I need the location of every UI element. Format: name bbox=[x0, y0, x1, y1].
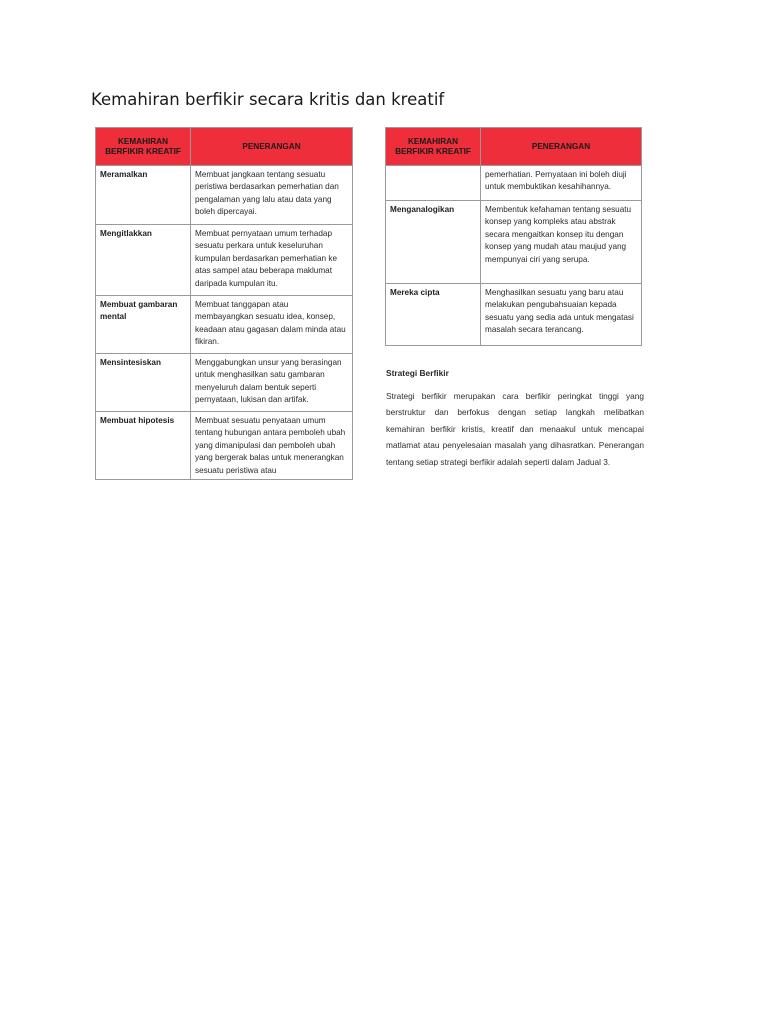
strategy-paragraph: Strategi berfikir merupakan cara berfikir peringkat tinggi yang berstruktur dan berfokus dengan setiap langkah melibatkan kemahiran berfikir kristis, kreatif dan menaakul untuk mencapai matlamat atau penyelesaian masalah yang dihasratkan. Penerangan tentang setiap strategi berfikir adalah seperti dalam Jadual 3. bbox=[386, 391, 644, 467]
skill-description: pemerhatian. Pernyataan ini boleh diuji untuk membuktikan kesahihannya. bbox=[481, 166, 642, 201]
table-header-row bbox=[96, 128, 353, 166]
skill-term: Membuat hipotesis bbox=[96, 412, 191, 480]
strategy-heading: Strategi Berfikir bbox=[386, 368, 449, 378]
skill-description: Membuat sesuatu penyataan umum tentang hubungan antara pemboleh ubah yang dimanipulasi dan pemboleh ubah yang bergerak balas untuk menerangkan sesuatu peristiwa atau bbox=[191, 412, 353, 480]
skill-term: Mensintesiskan bbox=[96, 354, 191, 412]
table-row bbox=[386, 284, 642, 346]
header-skill: KEMAHIRAN BERFIKIR KREATIF bbox=[96, 128, 191, 166]
creative-thinking-table-right bbox=[385, 127, 642, 346]
table-row bbox=[386, 201, 642, 284]
skill-description: Membuat jangkaan tentang sesuatu peristiwa berdasarkan pemerhatian dan pengalaman yang lalu atau data yang boleh dipercayai. bbox=[191, 166, 353, 225]
table-row bbox=[96, 354, 353, 412]
header-description: PENERANGAN bbox=[191, 128, 353, 166]
table-row bbox=[96, 296, 353, 354]
table-header-row bbox=[386, 128, 642, 166]
table-row bbox=[386, 166, 642, 201]
skill-term: Menganalogikan bbox=[386, 201, 481, 284]
skill-description: Membentuk kefahaman tentang sesuatu konsep yang kompleks atau abstrak secara mengaitkan konsep itu dengan konsep yang mudah atau maujud yang mempunyai ciri yang serupa. bbox=[481, 201, 642, 284]
table-row bbox=[96, 166, 353, 225]
skill-term: Mereka cipta bbox=[386, 284, 481, 346]
page-title: Kemahiran berfikir secara kritis dan kreatif bbox=[91, 90, 445, 109]
header-skill: KEMAHIRAN BERFIKIR KREATIF bbox=[386, 128, 481, 166]
creative-thinking-table-left bbox=[95, 127, 353, 480]
skill-description: Menghasilkan sesuatu yang baru atau melakukan pengubahsuaian kepada sesuatu yang sedia ada untuk mengatasi masalah secara terancang. bbox=[481, 284, 642, 346]
skill-term bbox=[386, 166, 481, 201]
table-row bbox=[96, 412, 353, 480]
skill-description: Menggabungkan unsur yang berasingan untuk menghasilkan satu gambaran menyeluruh dalam bentuk seperti pernyataan, lukisan dan artifak. bbox=[191, 354, 353, 412]
table-row bbox=[96, 225, 353, 296]
skill-term: Meramalkan bbox=[96, 166, 191, 225]
skill-term: Mengitlakkan bbox=[96, 225, 191, 296]
skill-description: Membuat tanggapan atau membayangkan sesuatu idea, konsep, keadaan atau gagasan dalam minda atau fikiran. bbox=[191, 296, 353, 354]
skill-term: Membuat gambaran mental bbox=[96, 296, 191, 354]
skill-description: Membuat pernyataan umum terhadap sesuatu perkara untuk keseluruhan kumpulan berdasarkan pemerhatian ke atas sampel atau beberapa maklumat daripada kumpulan itu. bbox=[191, 225, 353, 296]
header-description: PENERANGAN bbox=[481, 128, 642, 166]
